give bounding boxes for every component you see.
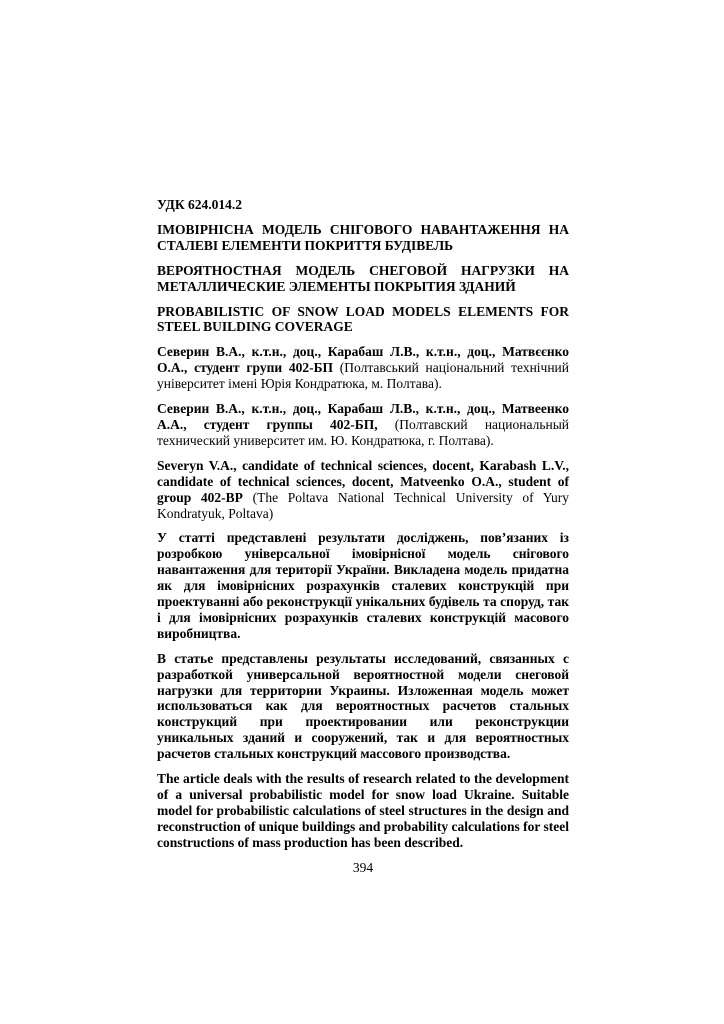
authors-russian bbox=[157, 401, 569, 449]
article-title-english: PROBABILISTIC OF SNOW LOAD MODELS ELEMENTS FOR STEEL BUILDING COVERAGE bbox=[157, 303, 569, 335]
page-number: 394 bbox=[352, 859, 374, 875]
authors-ukrainian bbox=[157, 344, 569, 392]
abstract-ukrainian: У статті представлені результати досліджень, пов’язаних із розробкою універсальної імовірнісної модель снігового навантаження для території України. Викладена модель придатна як для імовірнісних розрахунків сталевих конструкцій при проектуванні або реконструкції унікальних будівель та споруд, так і для імовірнісних розрахунків сталевих конструкцій масового виробництва. bbox=[157, 530, 569, 641]
authors-english bbox=[157, 458, 569, 522]
article-content bbox=[157, 197, 569, 885]
udc-code: УДК 624.014.2 bbox=[157, 197, 242, 212]
abstract-english: The article deals with the results of research related to the development of a universal probabilistic model for snow load Ukraine. Suitable model for probabilistic calculations of steel structures in the design and reconstruction of unique buildings and probability calculations for steel constructions of mass production has been described. bbox=[157, 771, 569, 850]
authors-ukrainian-names: Северин В.А., к.т.н., доц., Карабаш Л.В., к.т.н., доц., Матвєєнко О.А., студент групи 402-БП bbox=[157, 344, 569, 376]
article-title-russian: ВЕРОЯТНОСТНАЯ МОДЕЛЬ СНЕГОВОЙ НАГРУЗКИ НА МЕТАЛЛИЧЕСКИЕ ЭЛЕМЕНТЫ ПОКРЫТИЯ ЗДАНИЙ bbox=[157, 262, 569, 294]
authors-russian-affiliation: (Полтавский национальный технический университет им. Ю. Кондратюка, г. Полтава). bbox=[157, 416, 569, 448]
authors-english-names: Severyn V.A., candidate of technical sciences, docent, Karabash L.V., candidate of technical sciences, docent, Matveenko O.A., student of group 402-BP bbox=[157, 457, 569, 505]
article-title-ukrainian: ІМОВІРНІСНА МОДЕЛЬ СНІГОВОГО НАВАНТАЖЕННЯ НА СТАЛЕВІ ЕЛЕМЕНТИ ПОКРИТТЯ БУДІВЕЛЬ bbox=[157, 221, 569, 253]
abstract-russian: В статье представлены результаты исследований, связанных с разработкой универсальной вероятностной модели снеговой нагрузки для территории Украины. Изложенная модель может использоваться как для вероятностных расчетов стальных конструкций при проектировании или реконструкции уникальных зданий и сооружений, так и для вероятностных расчетов стальных конструкций массового производства. bbox=[157, 650, 569, 762]
authors-ukrainian-affiliation: (Полтавський національний технічний університет імені Юрія Кондратюка, м. Полтава). bbox=[157, 360, 570, 392]
authors-russian-names: Северин В.А., к.т.н., доц., Карабаш Л.В., к.т.н., доц., Матвеенко А.А., студент группы 402-БП, bbox=[157, 401, 569, 432]
authors-english-affiliation: (The Poltava National Technical University of Yury Kondratyuk, Poltava) bbox=[157, 489, 569, 521]
